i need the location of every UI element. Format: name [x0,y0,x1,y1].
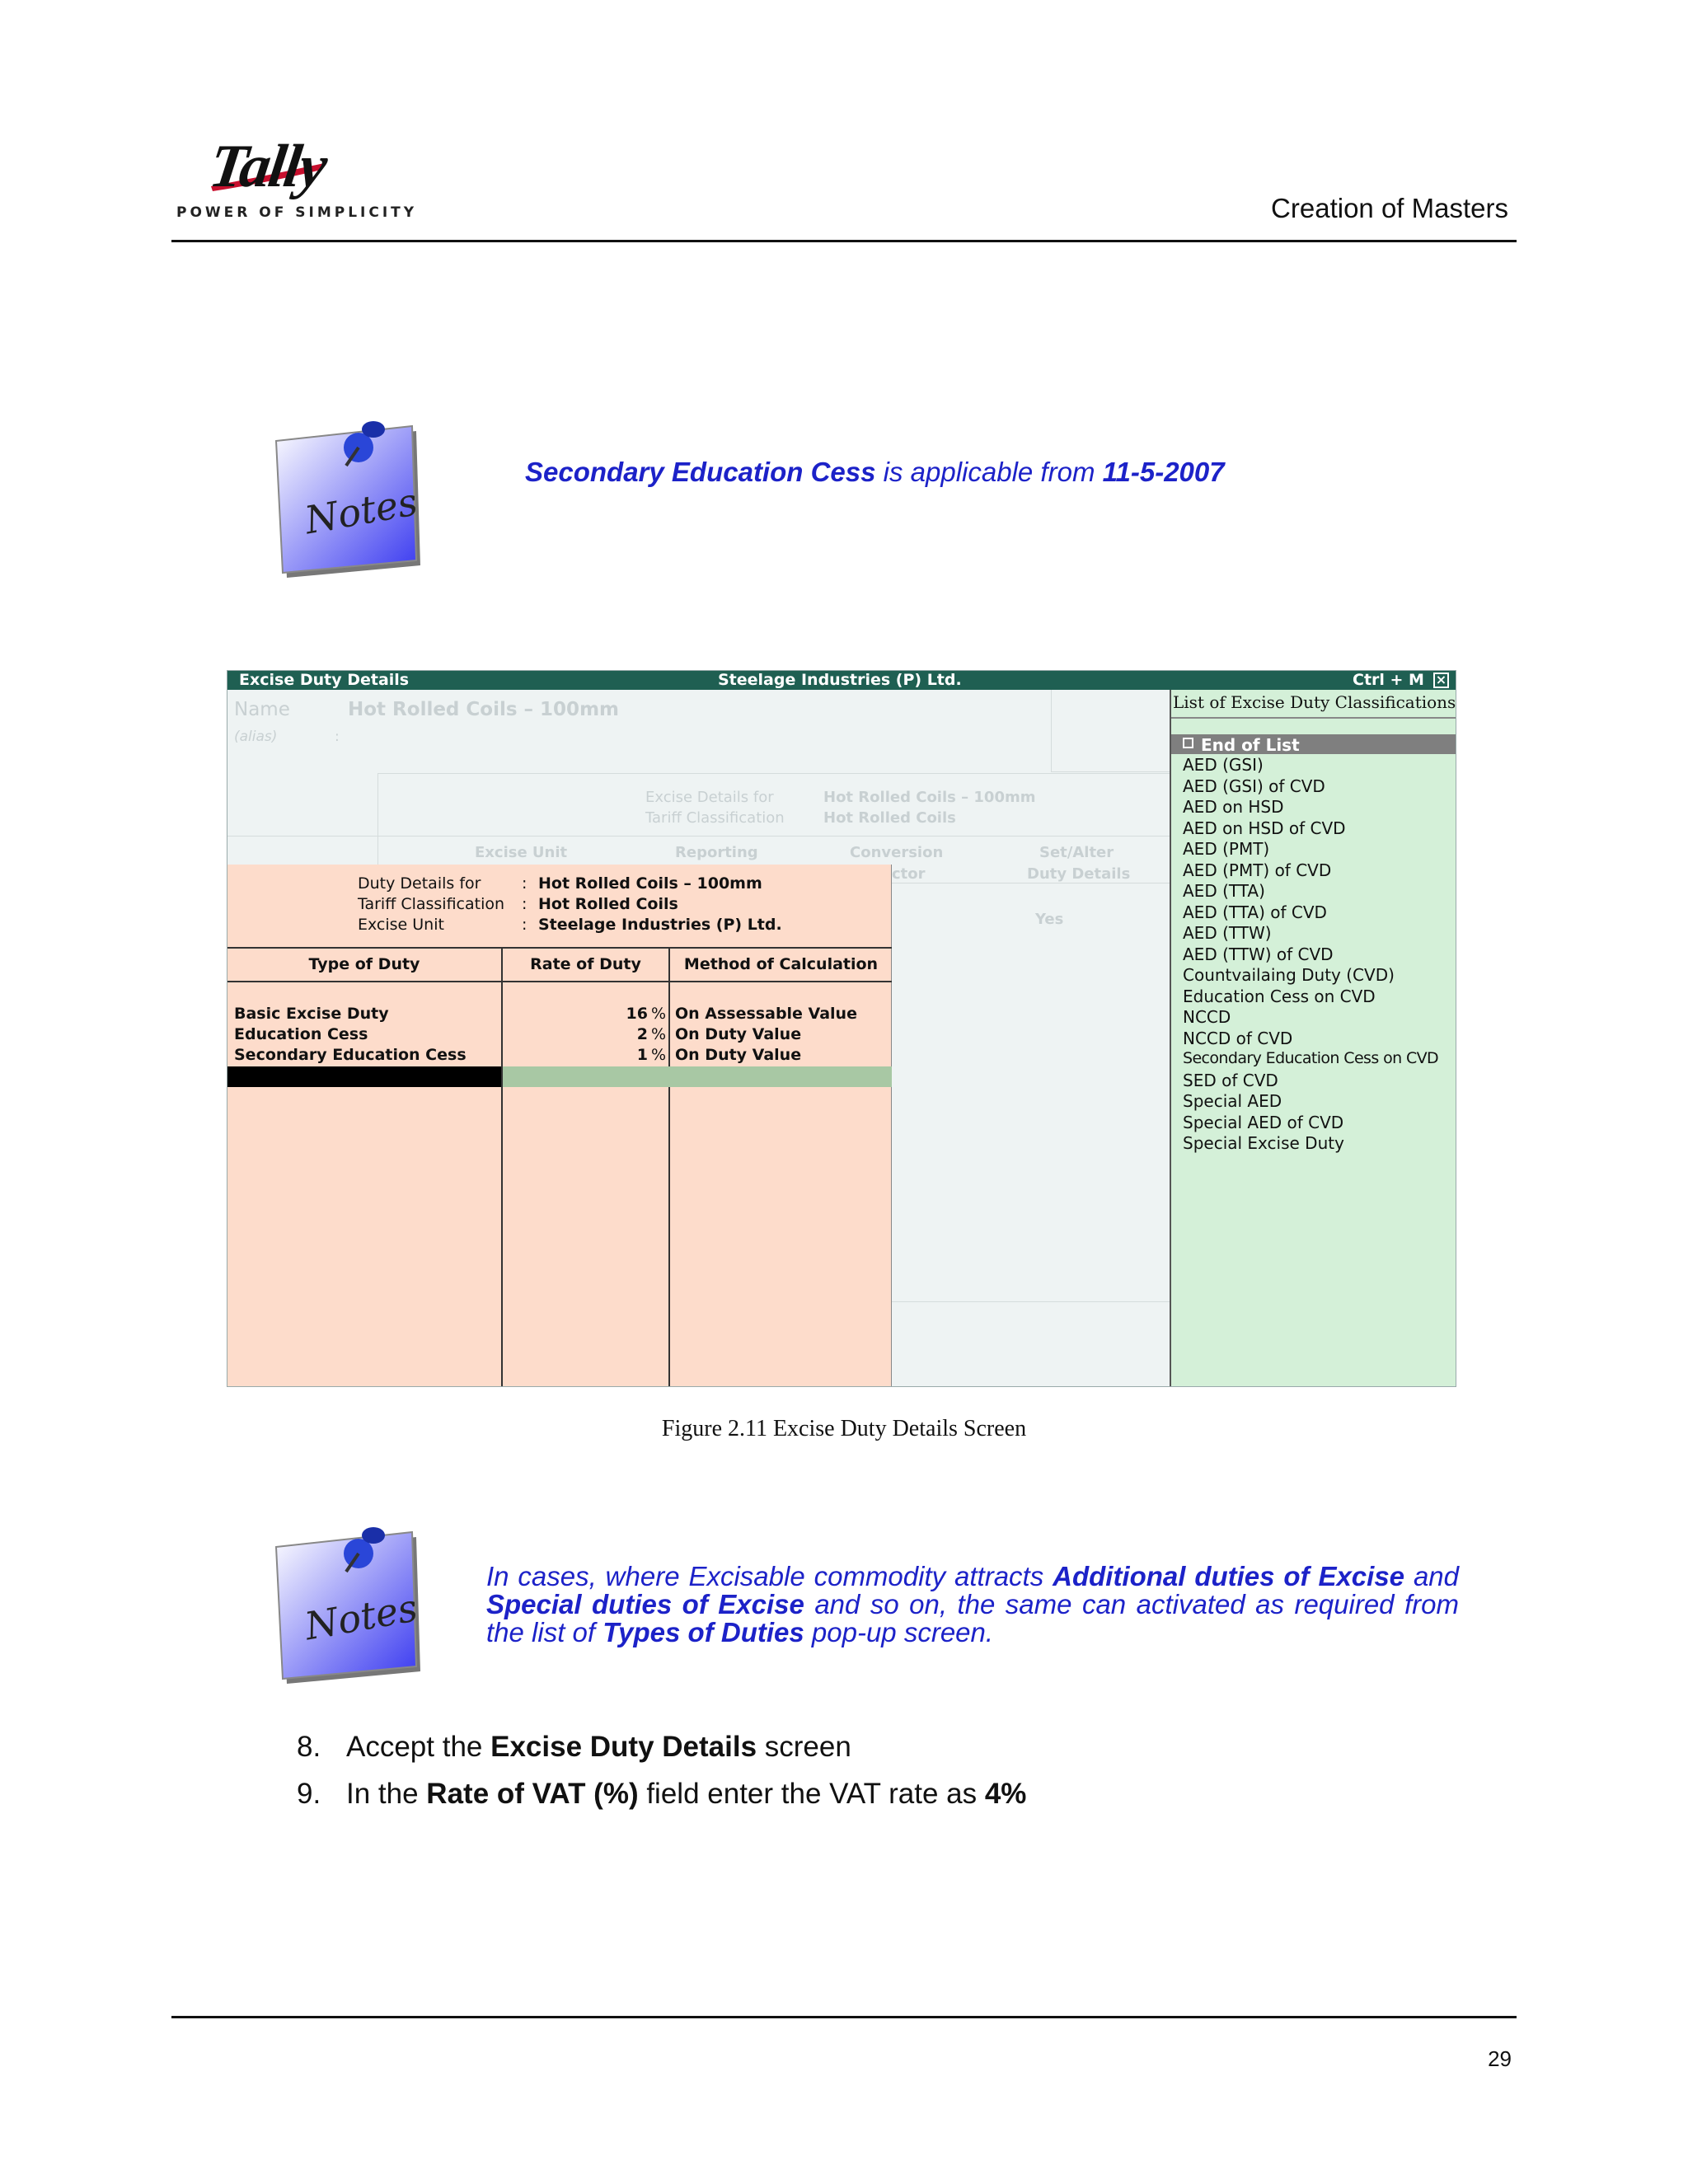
row-2-method[interactable]: On Duty Value [675,1025,802,1043]
header-rule [171,240,1517,242]
bg-alias-label: (alias) [234,729,278,745]
row-1-pct: % [651,1005,667,1023]
step-9-emph: Rate of VAT (%) [426,1778,639,1810]
duty-details-for-label: Duty Details for [358,874,481,893]
row-3-type[interactable]: Secondary Education Cess [234,1046,467,1064]
colon-1: : [522,874,528,893]
active-row-highlight[interactable] [503,1066,892,1087]
active-type-input[interactable] [227,1066,501,1087]
logo-tagline: POWER OF SIMPLICITY [176,204,418,221]
bg-yes: Yes [1035,911,1064,928]
duty-classification-list [1170,690,1456,1386]
note-2-part-4: pop-up screen. [804,1617,994,1647]
list-item[interactable]: AED (GSI) [1183,755,1264,775]
row-1-type[interactable]: Basic Excise Duty [234,1005,389,1023]
note-2-part-1: In cases, where Excisable commodity attracts [486,1561,1053,1591]
bg-tariff-value: Hot Rolled Coils [823,809,956,827]
step-9-number: 9. [297,1778,321,1810]
list-item[interactable]: Special AED [1183,1091,1282,1111]
list-item[interactable]: Education Cess on CVD [1183,987,1376,1006]
list-item[interactable]: AED (TTW) [1183,923,1272,943]
bg-bottom-divider [892,1301,1170,1302]
colon-3: : [522,916,528,934]
step-8 [297,1731,851,1764]
row-1-rate[interactable]: 16 [626,1005,648,1023]
note-1-emph-1: Secondary Education Cess [525,457,876,487]
list-item[interactable]: AED (GSI) of CVD [1183,776,1325,796]
notes-pushpin-icon [268,1514,433,1695]
step-9 [297,1778,1026,1811]
col-header-type: Type of Duty [308,955,420,973]
note-1-date: 11-5-2007 [1102,457,1225,487]
bg-name-value: Hot Rolled Coils – 100mm [348,699,619,720]
col-header-rate: Rate of Duty [530,955,641,973]
col-divider-2 [668,947,670,1386]
page-number: 29 [1488,2046,1512,2071]
end-of-list-label: End of List [1201,735,1300,755]
note-2-text [486,1563,1459,1647]
excise-unit-label: Excise Unit [358,916,444,934]
svg-text:Notes: Notes [301,479,421,543]
bg-col-conversion: Conversion [850,844,944,861]
row-2-rate[interactable]: 2 [636,1025,648,1043]
list-item[interactable]: AED (PMT) of CVD [1183,860,1332,880]
row-2-type[interactable]: Education Cess [234,1025,368,1043]
note-2-emph-2: Special duties of Excise [486,1589,804,1619]
shortcut-label: Ctrl + M [1353,671,1424,689]
tally-logo: Tally [205,133,331,200]
excise-duty-details-screen [227,670,1456,1387]
step-8-number: 8. [297,1731,321,1763]
row-2-pct: % [651,1025,667,1043]
list-item[interactable]: NCCD [1183,1007,1231,1027]
screen-title: Excise Duty Details [239,671,410,689]
col-header-method: Method of Calculation [683,955,879,973]
square-bullet-icon [1183,738,1193,748]
list-item[interactable]: AED on HSD [1183,797,1284,817]
footer-rule [171,2016,1517,2018]
step-8-text-c: screen [757,1731,851,1763]
section-title: Creation of Masters [1271,193,1508,223]
excise-unit-value: Steelage Industries (P) Ltd. [538,916,782,934]
bg-details-for-value: Hot Rolled Coils – 100mm [823,789,1036,806]
tariff-value: Hot Rolled Coils [538,895,678,913]
list-item[interactable]: AED (TTA) [1183,881,1265,901]
bg-name-label: Name [234,699,290,720]
note-1-plain: is applicable from [875,457,1103,487]
list-title: List of Excise Duty Classifications [1171,690,1456,719]
note-2-emph-3: Types of Duties [603,1617,804,1647]
list-item[interactable]: AED on HSD of CVD [1183,818,1346,838]
bg-details-for: Excise Details for [645,789,774,806]
step-9-text-c: field enter the VAT rate as [638,1778,985,1810]
bg-tariff: Tariff Classification [645,809,785,827]
step-9-value: 4% [984,1778,1027,1810]
list-item[interactable]: Special AED of CVD [1183,1113,1344,1132]
bg-col-set-alter: Set/Alter [1039,844,1114,861]
bg-divider [227,836,1170,837]
header-top-line [227,947,892,949]
step-9-text-a: In the [346,1778,427,1810]
list-item[interactable]: AED (TTW) of CVD [1183,944,1334,964]
note-2-part-2: and [1404,1561,1460,1591]
list-item[interactable]: Special Excise Duty [1183,1133,1344,1153]
row-3-pct: % [651,1046,667,1064]
list-item[interactable]: AED (TTA) of CVD [1183,902,1327,922]
note-2-emph-1: Additional duties of Excise [1053,1561,1405,1591]
list-item-end-of-list[interactable] [1171,734,1456,754]
colon-2: : [522,895,528,913]
notes-pushpin-icon [268,408,433,589]
list-item[interactable]: Secondary Education Cess on CVD [1183,1049,1439,1067]
row-3-method[interactable]: On Duty Value [675,1046,802,1064]
note-2-part-3: and so on, the same can activated as required from the list of [486,1589,1459,1647]
header-bottom-line [227,981,892,982]
bg-col-excise-unit: Excise Unit [475,844,568,861]
svg-text:Notes: Notes [301,1585,421,1649]
step-8-text-a: Accept the [346,1731,491,1763]
bg-col-reporting: Reporting [675,844,758,861]
list-item[interactable]: Countvailaing Duty (CVD) [1183,965,1395,985]
row-3-rate[interactable]: 1 [636,1046,648,1064]
list-item[interactable]: NCCD of CVD [1183,1029,1293,1048]
note-1-text [525,458,1473,486]
row-1-method[interactable]: On Assessable Value [675,1005,857,1023]
tariff-label: Tariff Classification [358,895,505,913]
duty-details-panel [227,865,892,1386]
step-8-emph: Excise Duty Details [490,1731,757,1763]
duty-details-for-value: Hot Rolled Coils – 100mm [538,874,762,893]
company-name: Steelage Industries (P) Ltd. [718,671,962,689]
list-item[interactable]: AED (PMT) [1183,839,1270,859]
close-icon[interactable]: × [1433,673,1449,688]
bg-right-box [1052,690,1170,772]
bg-alias-colon: : [335,729,340,745]
list-item[interactable]: SED of CVD [1183,1071,1278,1090]
screen-titlebar [227,671,1456,690]
bg-col-factor: ctor [892,865,926,883]
bg-col-duty-details: Duty Details [1027,865,1131,883]
figure-caption: Figure 2.11 Excise Duty Details Screen [661,1416,1027,1441]
